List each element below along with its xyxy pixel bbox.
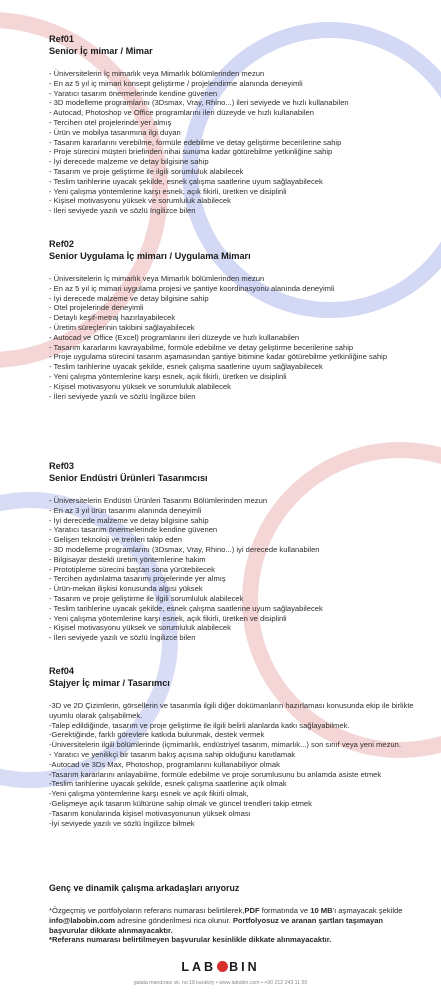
requirements-list [49, 701, 419, 828]
section-ref02 [49, 238, 419, 401]
list-item: - İyi derecede malzeme ve detay bilgisine sahip [49, 515, 209, 525]
list-item: -Gerektiğinde, farklı görevlere katkıda bulunmak, destek vermek [49, 730, 265, 740]
ref-number: Ref01 [49, 34, 75, 44]
list-item: - Prototipleme sürecini baştan sona yürütebilecek [49, 564, 215, 574]
list-item: - Tercihen aydınlatma tasarımı projelerinde yer almış [49, 574, 226, 584]
note-text: 'ı aşmayacak şekilde [332, 906, 403, 915]
note-pdf: PDF [244, 906, 260, 915]
list-item: - Yeni çalışma yöntemlerine karşı esnek, açık fikirli, üretken ve disiplinli [49, 371, 287, 381]
requirements-list [49, 69, 419, 216]
section-ref04 [49, 665, 419, 828]
list-item: - Kişisel motivasyonu yüksek ve sorumluluk alabilecek [49, 381, 231, 391]
footer-contact: galata mandırası sk. no:18 karaköy • www.labobin.com • +90 212 243 11 55 [133, 980, 308, 986]
note-warning: Portfolyosuz ve aranan şartları taşımayan başvurular dikkate alınmayacaktır. [49, 915, 384, 935]
list-item: - Üretim süreçlerinin takibini sağlayabilecek [49, 322, 195, 332]
list-item: -3D ve 2D Çizimlerin, görsellerin ve tasarımla ilgili diğer dokümanların hazırlaması konusunda ekip ile birlikte uyumlu olarak çalışabilmek. [49, 701, 414, 720]
list-item: -İyi seviyede yazılı ve sözlü İngilizce bilmek [49, 818, 195, 828]
list-item: - En az 5 yıl iç mimari konsept geliştirme / projelendirme alanında deneyimli [49, 78, 303, 88]
list-item: - İleri seviyede yazılı ve sözlü İngilizce bilen [49, 206, 196, 216]
list-item: - Kişisel motivasyonu yüksek ve sorumluluk alabilecek [49, 196, 231, 206]
list-item: - En az 3 yıl ürün tasarımı alanında deneyimli [49, 505, 202, 515]
list-item: - Yaratıcı tasarım önermelerinde kendine güvenen [49, 525, 218, 535]
list-item: - Tasarım kararlarını verebilme, formüle edebilme ve detay geliştirme becerilerine sahip [49, 137, 342, 147]
ref-number: Ref04 [49, 666, 75, 676]
slogan: Genç ve dinamik çalışma arkadaşları arıyoruz [49, 883, 240, 893]
list-item: - Teslim tarihlerine uyacak şekilde, esnek çalışma saatlerine uyum sağlayabilecek [49, 362, 323, 372]
list-item: - Gelişen teknoloji ve trenleri takip eden [49, 535, 182, 545]
list-item: - Autocad ve Office (Excel) programlarını ileri düzeyde ve hızlı kullanabilen [49, 332, 300, 342]
list-item: -Tasarım konularında kişisel motivasyonunun yüksek olması [49, 808, 251, 818]
list-item: - Yaratıcı ve yenilikçi bir tasarım bakış açısına sahip olduğunu kanıtlamak [49, 749, 296, 759]
section-ref01 [49, 33, 419, 216]
ref-number: Ref03 [49, 461, 75, 471]
list-item: - Kişisel motivasyonu yüksek ve sorumluluk alabilecek [49, 623, 231, 633]
list-item: - 3D modelleme programlarını (3Dsmax, Vray, Rhino...) iyi derecede kullanabilen [49, 544, 320, 554]
list-item: - Proje uygulama sürecini tasarım aşamasından şantiye bitimine kadar götürebilme yetkinliğine sahip [49, 352, 388, 362]
list-item: - Tasarım ve proje geliştirme ile ilgili sorumluluk alabilecek [49, 593, 244, 603]
list-item: - İyi derecede malzeme ve detay bilgisine sahip [49, 157, 209, 167]
list-item: -Tasarım kararlarını anlayabilme, formüle edebilme ve proje sorumlusunu bu anlamda asiste etmek [49, 769, 382, 779]
note-warning-ref: *Referans numarası belirtilmeyen başvurular kesinlikle dikkate alınmayacaktır. [49, 935, 332, 945]
list-item: -Talep edildiğinde, tasarım ve proje geliştirme ile ilgili belirli alanlarda katkı sağlayabilmek. [49, 720, 350, 730]
list-item: - Tercihen otel projelerinde yer almış [49, 117, 172, 127]
ref-number: Ref02 [49, 239, 75, 249]
list-item: - Yaratıcı tasarım önermelerinde kendine güvenen [49, 88, 218, 98]
list-item: - Üniversitelerin İç mimarlık veya Mimarlık bölümlerinden mezun [49, 274, 265, 283]
list-item: -Autocad ve 3Ds Max, Photoshop, programlarını kullanabiliyor olmak [49, 759, 280, 769]
list-item: - En az 5 yıl iç mimari uygulama projesi ve şantiye koordinasyonu alanında deneyimli [49, 283, 335, 293]
note-size: 10 MB [310, 906, 333, 915]
list-item: - Ürün ve mobilya tasarımına ilgi duyan [49, 127, 181, 137]
list-item: - Teslim tarihlerine uyacak şekilde, esnek çalışma saatlerine uyum sağlayabilecek [49, 176, 323, 186]
list-item: -Gelişmeye açık tasarım kültürüne sahip olmak ve güncel trendleri takip etmek [49, 798, 312, 808]
job-title: Stajyer İç mimar / Tasarımcı [49, 678, 170, 688]
email-link[interactable]: info@labobin.com [49, 915, 116, 925]
list-item: - Ürün-mekan ilişkisi konusunda algısı yüksek [49, 584, 203, 594]
requirements-list [49, 496, 419, 643]
list-item: - Üniversitelerin Endüstri Ürünleri Tasarımı Bölümlerinden mezun [49, 496, 268, 505]
note-text: formatında ve [259, 906, 311, 915]
list-item: - Autocad, Photoshop ve Office programlarını ileri düzeyde ve hızlı kullanabilen [49, 108, 314, 118]
labobin-logo [0, 960, 441, 974]
list-item: -Yeni çalışma yöntemlerine karşı esnek ve açık fikirli olmak, [49, 789, 249, 799]
list-item: - İleri seviyede yazılı ve sözlü İngilizce bilen [49, 391, 196, 401]
list-item: - Yeni çalışma yöntemlerine karşı esnek, açık fikirli, üretken ve disiplinli [49, 186, 287, 196]
note-text: *Özgeçmiş ve portfolyoların referans numarası belirtilerek, [49, 906, 245, 915]
list-item: - Bilgisayar destekli üretim yöntemlerine hakim [49, 554, 206, 564]
list-item: - 3D modelleme programlarını (3Dsmax, Vray, Rhino...) ileri seviyede ve hızlı kullanabilen [49, 98, 349, 108]
list-item: - Yeni çalışma yöntemlerine karşı esnek, açık fikirli, üretken ve disiplinli [49, 613, 287, 623]
logo-text-right: BIN [229, 960, 260, 974]
list-item: - Teslim tarihlerine uyacak şekilde, esnek çalışma saatlerine uyum sağlayabilecek [49, 603, 323, 613]
note-text: adresine gönderilmesi rica olunur. [115, 915, 233, 925]
list-item: - Otel projelerinde deneyimli [49, 303, 144, 313]
list-item: - Proje sürecini müşteri briefinden nihai sunuma kadar götürebilme yetkinliğine sahip [49, 147, 333, 157]
logo-circle-icon [217, 961, 228, 972]
job-title: Senior İç mimar / Mimar [49, 46, 153, 56]
list-item: - Tasarım ve proje geliştirme ile ilgili sorumluluk alabilecek [49, 166, 244, 176]
list-item: - Detaylı keşif-metraj hazırlayabilecek [49, 313, 176, 323]
list-item: -Üniversitelerin ilgili bölümlerinde (içmimarlık, endüstriyel tasarım, mimarlık...) son sınıf veya yeni mezun. [49, 740, 401, 750]
logo-text-left: LAB [181, 960, 217, 974]
list-item: - İyi derecede malzeme ve detay bilgisine sahip [49, 293, 209, 303]
list-item: -Teslim tarihlerine uyacak şekilde, esnek çalışma saatlerine açık olmak [49, 779, 287, 789]
job-title: Senior Endüstri Ürünleri Tasarımcısı [49, 473, 208, 483]
section-ref03 [49, 460, 419, 643]
list-item: - Tasarım kararlarını kavrayabilme, formüle edebilme ve detay geliştirme becerilerine sahip [49, 342, 354, 352]
list-item: - İleri seviyede yazılı ve sözlü İngilizce bilen [49, 633, 196, 643]
requirements-list [49, 274, 419, 401]
list-item: - Üniversitelerin İç mimarlık veya Mimarlık bölümlerinden mezun [49, 69, 265, 78]
application-note [49, 906, 421, 945]
job-title: Senior Uygulama İç mimarı / Uygulama Mimarı [49, 251, 251, 261]
